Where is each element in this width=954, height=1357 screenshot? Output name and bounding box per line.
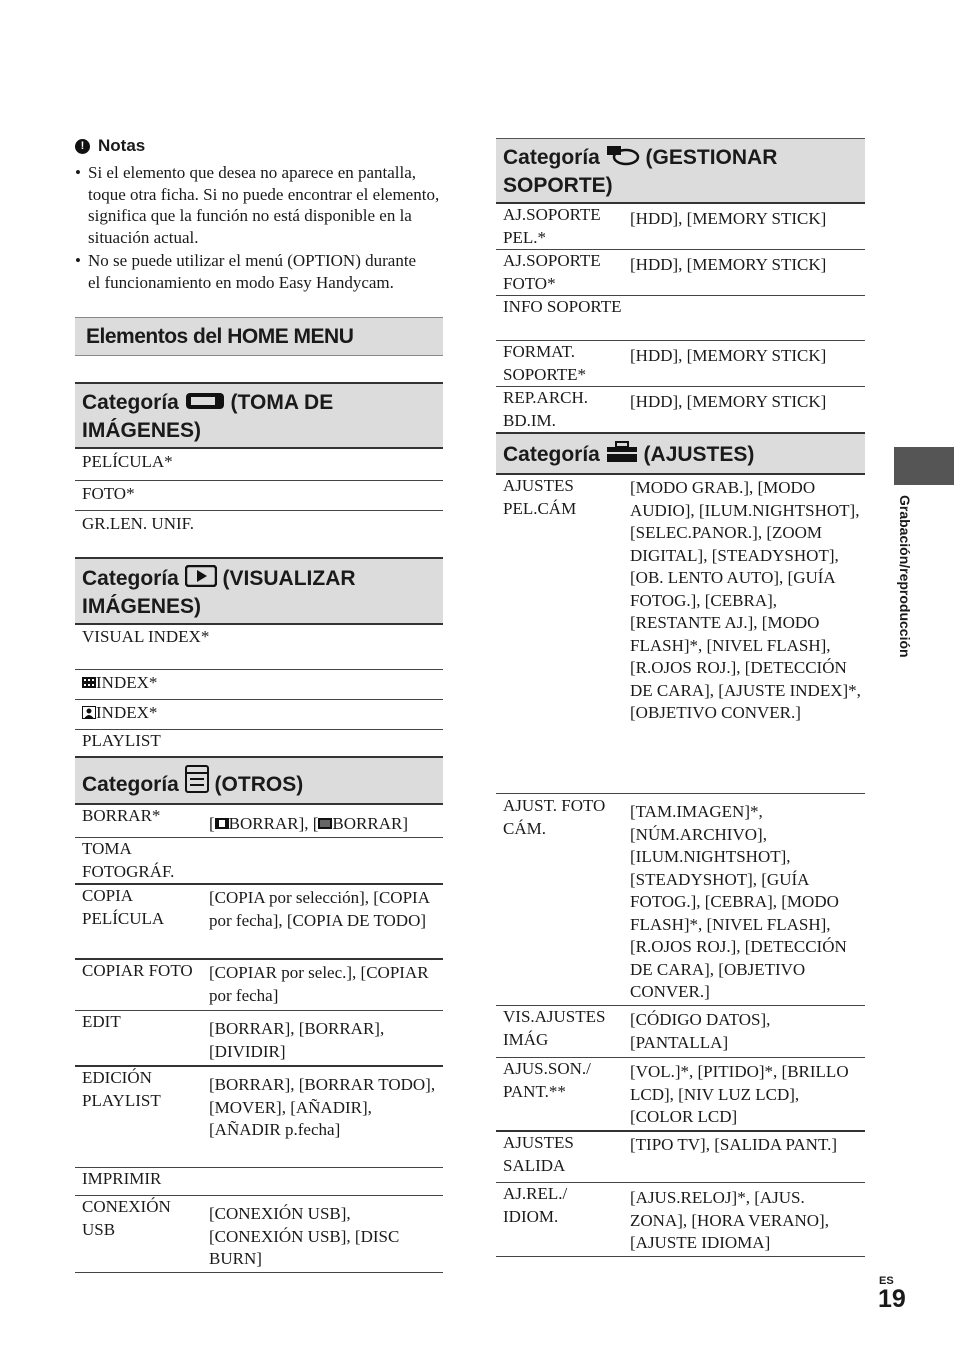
note-item: • Si el elemento que desea no aparece en pantalla, toque otra ficha. Si no puede encontrar el elemento, significa que la función no está disponible en la situación actual. — [75, 162, 443, 248]
sidebar-label: Grabación/reproducción — [897, 495, 913, 658]
table-row: REP.ARCH. BD.IM. [HDD], [MEMORY STICK] — [496, 387, 865, 434]
table-row: PLAYLIST — [75, 730, 443, 758]
table-row: IMPRIMIR — [75, 1168, 443, 1196]
table-row: AJUSTES PEL.CÁM [MODO GRAB.], [MODO AUDIO], [ILUM.NIGHTSHOT], [SELEC.PANOR.], [ZOOM DIGITAL], [STEADYSHOT], [OB. LENTO AUTO], [GUÍA FOTOG.], [CEBRA], [RESTANTE AJ.], [MODO FLASH]*, [NIVEL FLASH], [R.OJOS ROJ.], [DETECCIÓN DE CARA], [AJUSTE INDEX]*, [OBJETIVO CONVER.] — [496, 475, 865, 794]
toolbox-icon — [185, 765, 209, 800]
category-otros-header: Categoría (OTROS) — [75, 758, 443, 805]
category-gestionar-header: Categoría (GESTIONAR SOPORTE) — [496, 138, 865, 204]
toolbox-icon — [606, 441, 638, 470]
notes-heading — [75, 136, 443, 156]
right-column — [496, 138, 865, 1257]
section-title: Elementos del HOME MENU — [75, 317, 443, 356]
film-index-icon — [82, 673, 96, 686]
category-ajustes-header: Categoría (AJUSTES) — [496, 434, 865, 475]
category-toma-header: Categoría (TOMA DE IMÁGENES) — [75, 382, 443, 449]
notes-list — [75, 162, 443, 293]
table-row: COPIAR FOTO [COPIAR por selec.], [COPIAR por fecha] — [75, 959, 443, 1011]
table-row: EDICIÓN PLAYLIST [BORRAR], [BORRAR TODO], [MOVER], [AÑADIR], [AÑADIR p.fecha] — [75, 1066, 443, 1168]
camera-icon — [185, 391, 225, 418]
table-row: COPIA PELÍCULA [COPIA por selección], [COPIA por fecha], [COPIA DE TODO] — [75, 884, 443, 959]
table-row: EDIT [BORRAR], [BORRAR], [DIVIDIR] — [75, 1011, 443, 1067]
play-icon — [185, 565, 217, 594]
category-ajustes-table — [496, 475, 865, 1257]
table-row: AJUS.SON./ PANT.** [VOL.]*, [PITIDO]*, [BRILLO LCD], [NIV LUZ LCD], [COLOR LCD] — [496, 1058, 865, 1132]
table-row: BORRAR* [ BORRAR], [ BORRAR] — [75, 805, 443, 838]
table-row: FOTO* — [75, 481, 443, 511]
category-visualizar-table — [75, 625, 443, 758]
table-row: INFO SOPORTE — [496, 296, 865, 341]
table-row: INDEX* — [75, 670, 443, 700]
media-icon — [606, 144, 640, 173]
category-gestionar-table — [496, 204, 865, 434]
note-item: • No se puede utilizar el menú (OPTION) durante el funcionamiento en modo Easy Handycam. — [75, 250, 418, 293]
photo-icon — [318, 814, 332, 827]
category-otros-table — [75, 805, 443, 1273]
table-row: AJUST. FOTO CÁM. [TAM.IMAGEN]*, [NÚM.ARCHIVO], [ILUM.NIGHTSHOT], [STEADYSHOT], [GUÍA FOTOG.], [CEBRA], [MODO FLASH]*, [NIVEL FLASH], [R.OJOS ROJ.], [DETECCIÓN DE CARA], [OBJETIVO CONVER.] — [496, 794, 865, 1006]
notes-title: Notas — [98, 136, 146, 155]
category-toma-table — [75, 449, 443, 559]
table-row: PELÍCULA* — [75, 449, 443, 481]
left-column — [75, 136, 443, 1273]
film-icon — [215, 814, 229, 827]
page-number: 19 — [878, 1285, 906, 1313]
page-lang: ES — [879, 1275, 894, 1287]
table-row: CONEXIÓN USB [CONEXIÓN USB], [CONEXIÓN USB], [DISC BURN] — [75, 1196, 443, 1273]
sidebar-tab — [894, 447, 954, 485]
table-row: TOMA FOTOGRÁF. — [75, 838, 443, 885]
table-row: FORMAT. SOPORTE* [HDD], [MEMORY STICK] — [496, 341, 865, 387]
table-row: INDEX* — [75, 700, 443, 730]
note-icon: ! — [75, 139, 90, 154]
category-visualizar-header: Categoría (VISUALIZAR IMÁGENES) — [75, 559, 443, 625]
table-row: AJUSTES SALIDA [TIPO TV], [SALIDA PANT.] — [496, 1131, 865, 1183]
table-row: VISUAL INDEX* — [75, 625, 443, 670]
table-row: GR.LEN. UNIF. — [75, 511, 443, 559]
table-row: VIS.AJUSTES IMÁG [CÓDIGO DATOS], [PANTALLA] — [496, 1006, 865, 1058]
table-row: AJ.REL./ IDIOM. [AJUS.RELOJ]*, [AJUS. ZONA], [HORA VERANO], [AJUSTE IDIOMA] — [496, 1183, 865, 1257]
table-row: AJ.SOPORTE PEL.* [HDD], [MEMORY STICK] — [496, 204, 865, 250]
face-index-icon — [82, 703, 96, 716]
table-row: AJ.SOPORTE FOTO* [HDD], [MEMORY STICK] — [496, 250, 865, 296]
